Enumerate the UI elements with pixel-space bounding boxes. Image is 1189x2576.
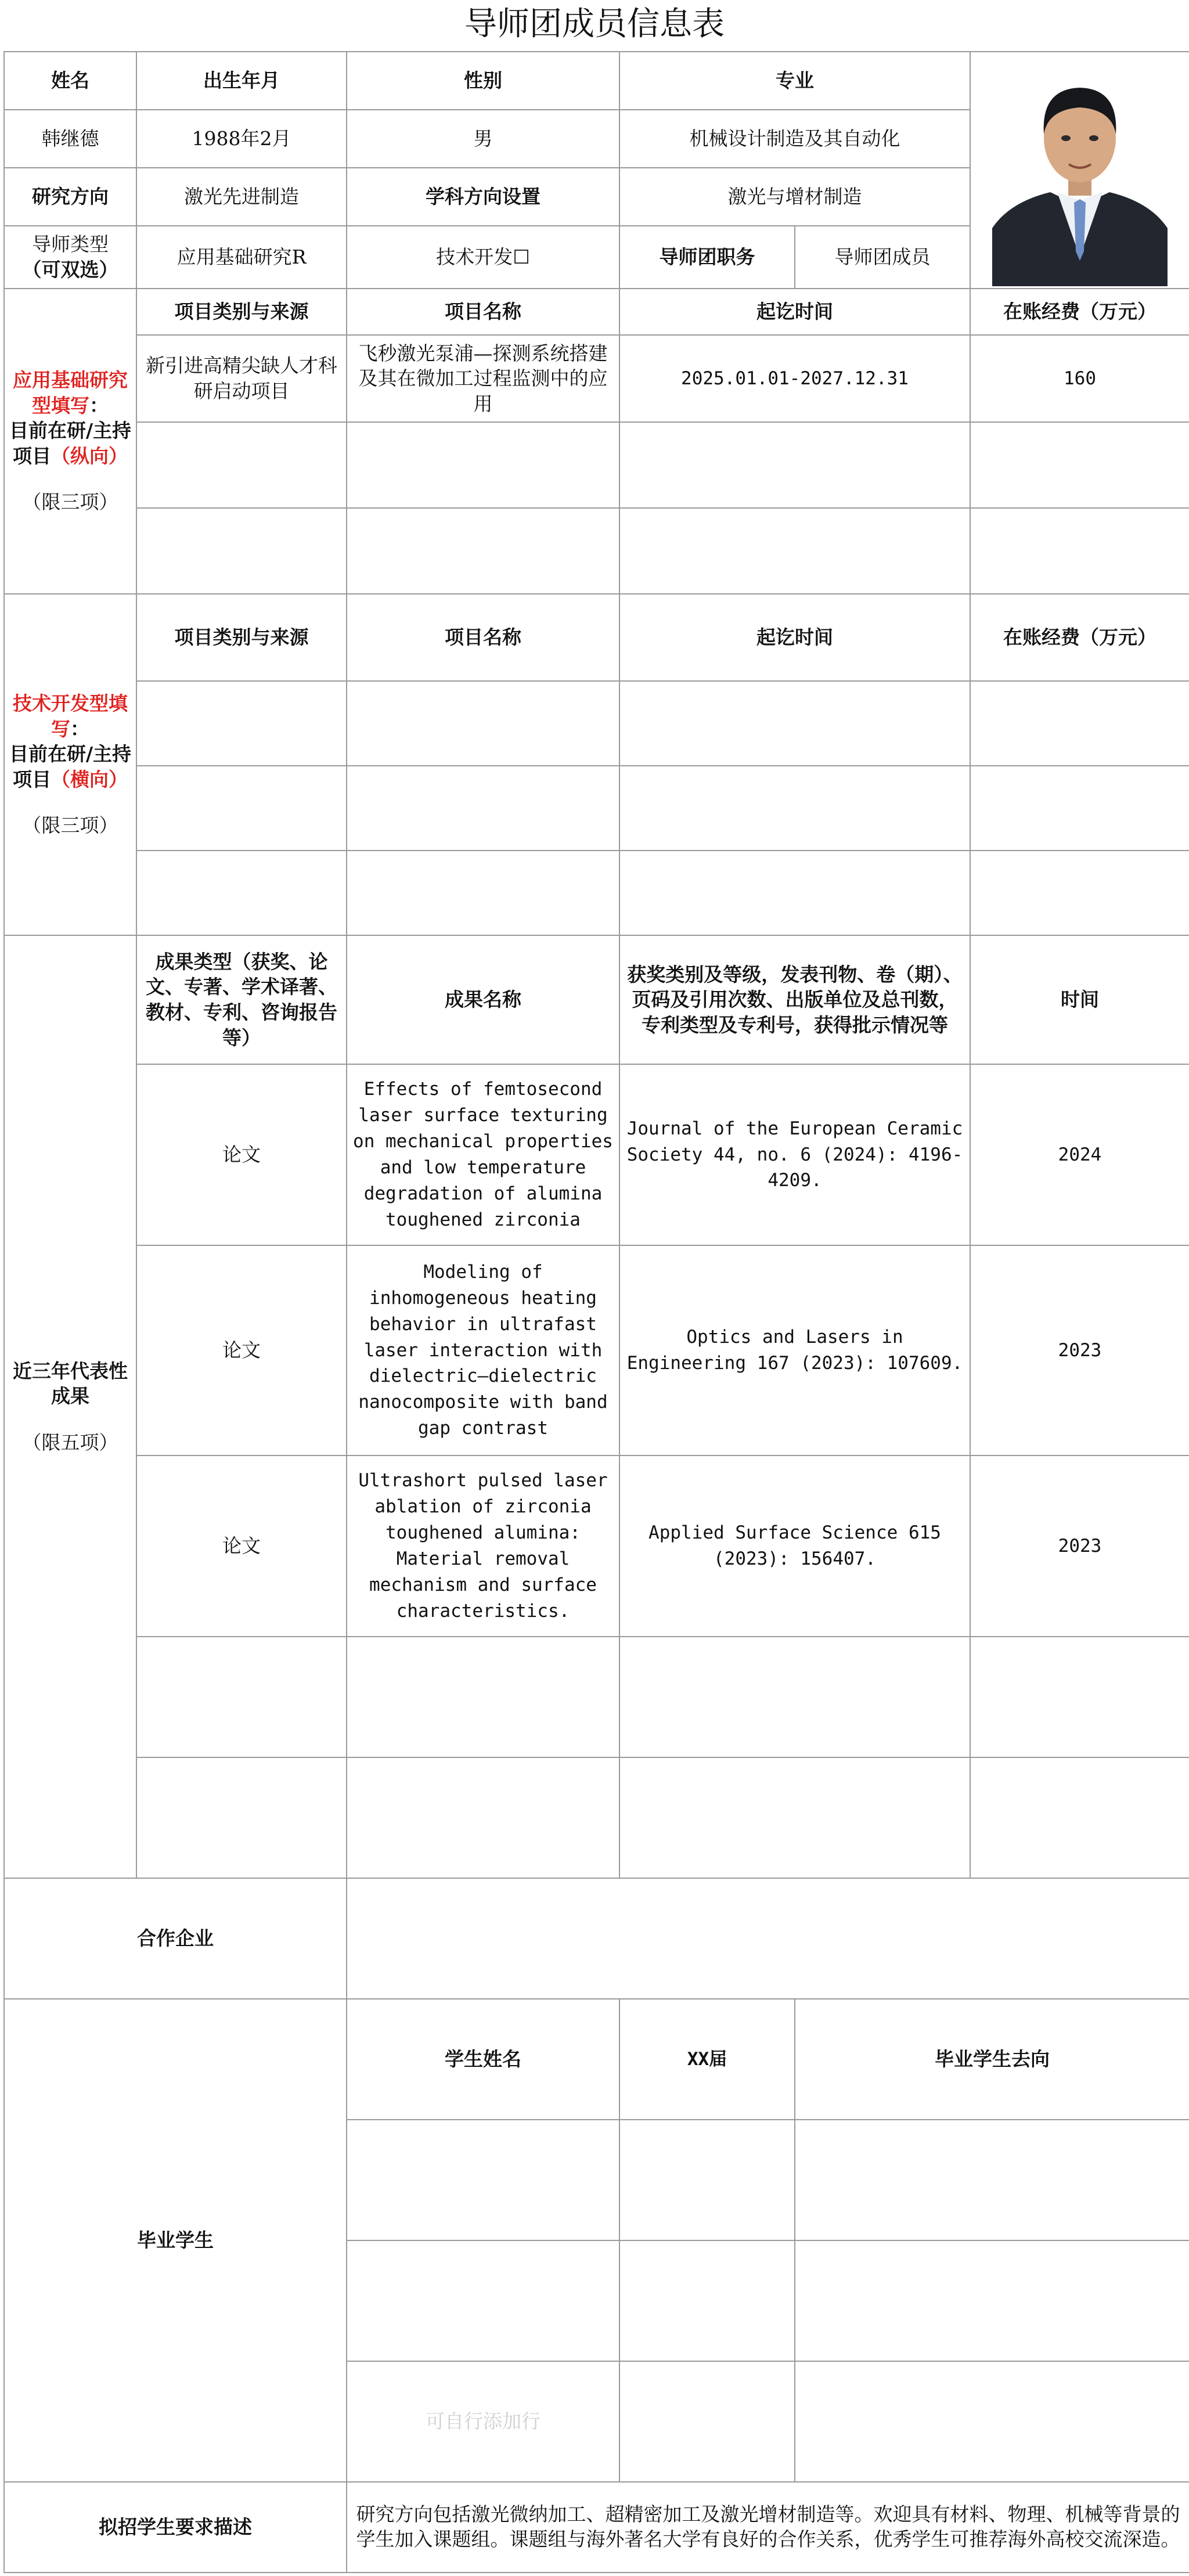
basic-header-row bbox=[4, 52, 1189, 110]
role-value: 导师团成员 bbox=[795, 226, 970, 289]
project-period bbox=[619, 508, 970, 594]
discipline-label: 学科方向设置 bbox=[347, 168, 619, 226]
basic-research-side-limit: （限三项） bbox=[22, 491, 118, 514]
tech-dev-col-period: 起讫时间 bbox=[619, 594, 970, 681]
tech-dev-side-title: 技术开发型填写 bbox=[13, 692, 128, 740]
partner-row bbox=[4, 1878, 1189, 1999]
achievements-side-limit: （限五项） bbox=[22, 1431, 118, 1454]
research-label: 研究方向 bbox=[4, 168, 136, 226]
basic-research-col-period: 起讫时间 bbox=[619, 289, 970, 335]
tech-dev-side-direction: （横向） bbox=[51, 768, 128, 791]
basic-research-side bbox=[4, 289, 136, 594]
achievement-name: Effects of femtosecond laser surface texturing on mechanical properties and low temperature degradation of alumina toughened zirconia bbox=[347, 1064, 619, 1245]
name-value: 韩继德 bbox=[4, 110, 136, 168]
project-period bbox=[619, 422, 970, 508]
tech-dev-header-row bbox=[4, 594, 1189, 681]
mentor-type-tech: 技术开发☐ bbox=[347, 226, 619, 289]
project-funds bbox=[970, 422, 1189, 508]
table-row bbox=[4, 1245, 1189, 1455]
project-funds: 160 bbox=[970, 335, 1189, 422]
achievement-detail: Optics and Lasers in Engineering 167 (2023): 107609. bbox=[619, 1245, 970, 1455]
project-funds bbox=[970, 508, 1189, 594]
table-row bbox=[4, 508, 1189, 594]
achievement-year: 2023 bbox=[970, 1455, 1189, 1637]
table-row bbox=[4, 335, 1189, 422]
project-source: 新引进高精尖缺人才科研启动项目 bbox=[136, 335, 347, 422]
graduates-col-class: XX届 bbox=[619, 1999, 795, 2120]
basic-research-side-title: 应用基础研究型填写 bbox=[13, 369, 128, 417]
achievements-col-detail: 获奖类别及等级，发表刊物、卷（期）、页码及引用次数、出版单位及总刊数，专利类型及专利号，获得批示情况等 bbox=[619, 935, 970, 1064]
birth-label: 出生年月 bbox=[136, 52, 347, 110]
basic-research-col-funds: 在账经费（万元） bbox=[970, 289, 1189, 335]
achievement-detail: Applied Surface Science 615 (2023): 156407. bbox=[619, 1455, 970, 1637]
achievement-year: 2024 bbox=[970, 1064, 1189, 1245]
basic-research-header-row bbox=[4, 289, 1189, 335]
table-row bbox=[4, 1455, 1189, 1637]
requirements-label: 拟招学生要求描述 bbox=[4, 2482, 347, 2573]
graduates-label: 毕业学生 bbox=[4, 1999, 347, 2482]
project-name: 飞秒激光泵浦—探测系统搭建及其在微加工过程监测中的应用 bbox=[347, 335, 619, 422]
project-source bbox=[136, 422, 347, 508]
basic-research-col-name: 项目名称 bbox=[347, 289, 619, 335]
table-row bbox=[4, 766, 1189, 851]
graduates-col-name: 学生姓名 bbox=[347, 1999, 619, 2120]
birth-value: 1988年2月 bbox=[136, 110, 347, 168]
tech-dev-col-source: 项目类别与来源 bbox=[136, 594, 347, 681]
achievements-col-year: 时间 bbox=[970, 935, 1189, 1064]
gender-value: 男 bbox=[347, 110, 619, 168]
achievement-type: 论文 bbox=[136, 1245, 347, 1455]
graduates-header-row bbox=[4, 1999, 1189, 2120]
project-name bbox=[347, 422, 619, 508]
achievement-name: Ultrashort pulsed laser ablation of zirconia toughened alumina: Material removal mechanism and surface characteristics. bbox=[347, 1455, 619, 1637]
achievement-year: 2023 bbox=[970, 1245, 1189, 1455]
mentor-type-basic: 应用基础研究R bbox=[136, 226, 347, 289]
name-label: 姓名 bbox=[4, 52, 136, 110]
discipline-value: 激光与增材制造 bbox=[619, 168, 970, 226]
tech-dev-col-name: 项目名称 bbox=[347, 594, 619, 681]
tech-dev-side-colon: ： bbox=[70, 717, 89, 740]
info-form bbox=[3, 51, 1189, 2573]
achievements-col-name: 成果名称 bbox=[347, 935, 619, 1064]
tech-dev-side-limit: （限三项） bbox=[22, 814, 118, 837]
add-row-hint: 可自行添加行 bbox=[347, 2361, 619, 2482]
mentor-type-note: （可双选） bbox=[22, 258, 118, 281]
basic-research-side-colon: ： bbox=[89, 394, 109, 417]
info-table bbox=[3, 51, 1189, 2573]
achievement-name: Modeling of inhomogeneous heating behavior in ultrafast laser interaction with dielectric–dielectric nanocomposite with band gap contrast bbox=[347, 1245, 619, 1455]
achievements-header-row bbox=[4, 935, 1189, 1064]
table-row bbox=[4, 1064, 1189, 1245]
requirements-row bbox=[4, 2482, 1189, 2573]
partner-value bbox=[347, 1878, 1189, 1999]
graduates-col-destination: 毕业学生去向 bbox=[795, 1999, 1189, 2120]
requirements-text: 研究方向包括激光微纳加工、超精密加工及激光增材制造等。欢迎具有材料、物理、机械等背景的学生加入课题组。课题组与海外著名大学有良好的合作关系，优秀学生可推荐海外高校交流深造。 bbox=[347, 2482, 1189, 2573]
table-row bbox=[4, 1637, 1189, 1757]
portrait-photo bbox=[992, 54, 1168, 286]
project-name bbox=[347, 508, 619, 594]
research-value: 激光先进制造 bbox=[136, 168, 347, 226]
achievement-type: 论文 bbox=[136, 1064, 347, 1245]
basic-research-side-direction: （纵向） bbox=[51, 444, 128, 467]
achievements-col-type: 成果类型（获奖、论文、专著、学术译著、教材、专利、咨询报告等） bbox=[136, 935, 347, 1064]
tech-dev-col-funds: 在账经费（万元） bbox=[970, 594, 1189, 681]
photo-cell bbox=[970, 52, 1189, 289]
table-row bbox=[4, 422, 1189, 508]
table-row bbox=[4, 851, 1189, 935]
tech-dev-side bbox=[4, 594, 136, 935]
major-value: 机械设计制造及其自动化 bbox=[619, 110, 970, 168]
achievement-detail: Journal of the European Ceramic Society 44, no. 6 (2024): 4196-4209. bbox=[619, 1064, 970, 1245]
table-row bbox=[4, 1757, 1189, 1878]
gender-label: 性别 bbox=[347, 52, 619, 110]
table-row bbox=[4, 681, 1189, 766]
mentor-type-label bbox=[4, 226, 136, 289]
mentor-type-label-text: 导师类型 bbox=[32, 233, 109, 256]
project-source bbox=[136, 508, 347, 594]
project-period: 2025.01.01-2027.12.31 bbox=[619, 335, 970, 422]
tech-dev-side-desc: 目前在研/主持项目 bbox=[9, 743, 132, 791]
page-title: 导师团成员信息表 bbox=[464, 5, 725, 43]
basic-research-side-desc: 目前在研/主持项目 bbox=[9, 419, 132, 467]
achievement-type: 论文 bbox=[136, 1455, 347, 1637]
basic-research-col-source: 项目类别与来源 bbox=[136, 289, 347, 335]
role-label: 导师团职务 bbox=[619, 226, 795, 289]
achievements-side-title: 近三年代表性成果 bbox=[13, 1359, 128, 1408]
partner-label: 合作企业 bbox=[4, 1878, 347, 1999]
achievements-side bbox=[4, 935, 136, 1878]
major-label: 专业 bbox=[619, 52, 970, 110]
